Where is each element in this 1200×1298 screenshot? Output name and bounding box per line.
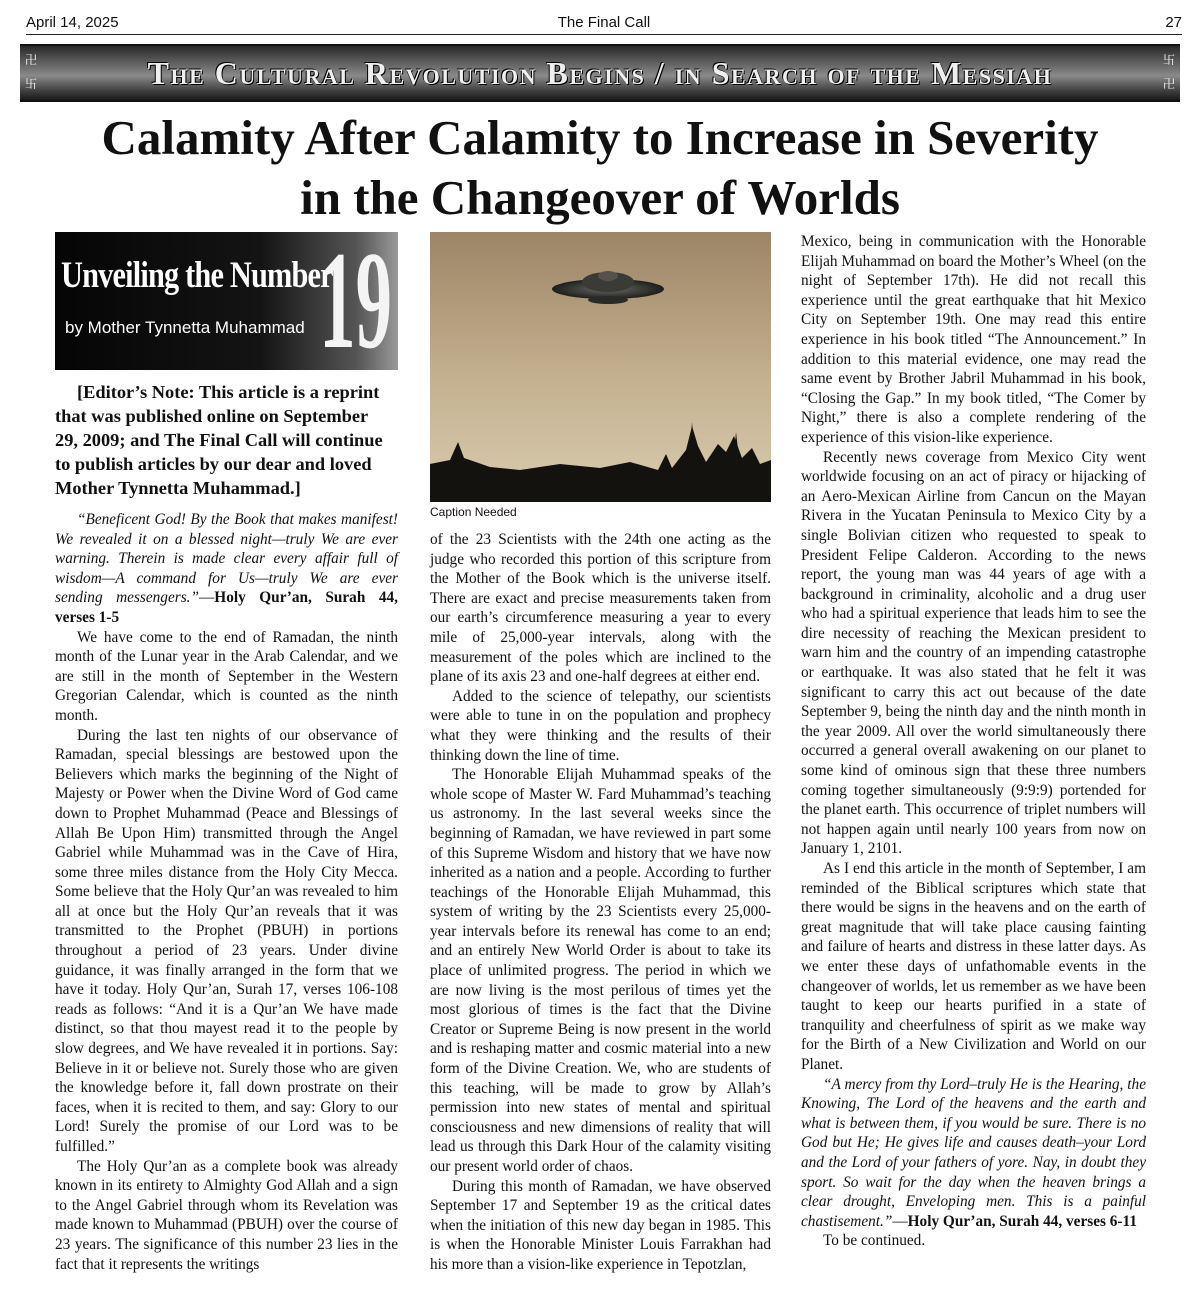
article-column-3 [801, 232, 1146, 1251]
paragraph: of the 23 Scientists with the 24th one acting as the judge who recorded this portion of this scripture from the Mother of the Book which is the universe itself. There are exact and precise measurements taken from our earth’s circumference measuring a year to every mile of 25,000-year intervals, along with the measurement of the poles which are inclined to the plane of its axis 23 and one-half degrees at either end. [430, 531, 771, 686]
article-column-1 [55, 510, 398, 1274]
photo-caption: Caption Needed [430, 505, 517, 519]
headline [30, 108, 1170, 228]
logo-byline: by Mother Tynnetta Muhammad [65, 318, 305, 337]
ufo-photo-image [430, 232, 771, 502]
paragraph: During the last ten nights of our observance of Ramadan, special blessings are bestowed upon the Believers which marks the beginning of the Night of Majesty or Power when the Divine Word of God came down to Prophet Muhammad (Peace and Blessings of Allah Be Upon Him) transmitted through the Angel Gabriel while Muhammad was in the Cave of Hira, some three miles distance from the Holy City Mecca. Some believe that the Holy Qur’an was revealed to him all at once but the Holy Qur’an reveals that it was transmitted to the Prophet (PBUH) in portions throughout a period of 23 years. Under divine guidance, it was finally arranged in the form that we have it today. Holy Qur’an, Surah 17, verses 106-108 reads as follows: “And it is a Qur’an We have made distinct, so that thou mayest read it to the people by slow degrees, and We have revealed it in portions. Say: Believe in it or believe not. Surely those who are given the knowledge before it, fall down prostrate on their faces, when it is recited to them, and say: Glory to our Lord! Surely the promise of our Lord was to be fulfilled.” [55, 726, 398, 1155]
closing-quote: “A mercy from thy Lord–truly He is the Hearing, the Knowing, The Lord of the heavens and the earth and what is between them, if you would be sure. There is no God but He; He gives life and causes death–your Lord and the Lord of your fathers of yore. Nay, in doubt they sport. So wait for the day when the heaven brings a clear drought, Enveloping men. This is a painful chastisement.”—Holy Qur’an, Surah 44, verses 6-11 [801, 1075, 1146, 1230]
section-banner-text: The Cultural Revolution Begins / in Search of the Messiah [147, 55, 1053, 91]
headline-line-1: Calamity After Calamity to Increase in Severity [101, 110, 1099, 165]
editors-note-line: to publish articles by our dear and loved [55, 454, 372, 474]
ornament-right-icon: 卐 卍 [1162, 53, 1175, 91]
paragraph: Added to the science of telepathy, our scientists were able to tune in on the population and prophecy what they were thinking and the results of their thinking down the line of time. [430, 687, 771, 764]
quote-source: Holy Qur’an, Surah 44, verses 6-11 [907, 1212, 1137, 1230]
headline-line-2: in the Changeover of Worlds [300, 170, 900, 225]
to-be-continued: To be continued. [823, 1232, 926, 1250]
issue-date: April 14, 2025 [26, 14, 119, 31]
paragraph: The Holy Qur’an as a complete book was already known in its entirety to Almighty God Allah and a sign to the Angel Gabriel through whom its Revelation was made known to Muhammad (PBUH) over the course of 23 years. The significance of this number 23 lies in the fact that it represents the writings [55, 1157, 398, 1273]
editors-note-line: [Editor’s Note: This article is a reprint [77, 382, 380, 402]
editors-note [55, 380, 398, 500]
publication-name: The Final Call [557, 14, 651, 31]
paragraph: As I end this article in the month of September, I am reminded of the Biblical scriptures which state that there would be signs in the heavens and on the earth of great magnitude that will take place causing fainting and failure of hearts and distress in these latter days. As we enter these days of unfathomable events in the changeover of worlds, let us remember as we have been taught to keep our hearts purified in a state of tranquility and cheerfulness of spirit as we make way for the Birth of a New Civilization and World on our Planet. [801, 860, 1146, 1073]
paragraph: During this month of Ramadan, we have observed September 17 and September 19 as the critical dates when the initiation of this new day began in 1985. This is when the Honorable Minister Louis Farrakhan had his more than a vision-like experience in Tepotzlan, [430, 1177, 771, 1273]
ufo-photo [430, 232, 771, 502]
logo-series-title: Unveiling the Number [61, 255, 333, 296]
column-logo [55, 232, 398, 370]
article-column-2 [430, 530, 771, 1275]
quote-source: Holy Qur’an, Surah 44, verses 1-5 [55, 589, 398, 626]
paragraph: Mexico, being in communication with the Honorable Elijah Muhammad on board the Mother’s Wheel (on the night of September 17th). He did not recall this experience until the great earthquake that hit Mexico City on September 19th. One may read this entire experience in his book titled “The Announcement.” In addition to this material evidence, one may read the same event by Brother Jabril Muhammad in his book, “Closing the Gap.” In my book titled, “The Comer by Night,” there is also a complete rendering of the experience of this vision-like experience. [801, 233, 1146, 446]
section-banner [20, 44, 1180, 102]
paragraph: Recently news coverage from Mexico City went worldwide focusing on an act of piracy or hijacking of an Aero-Mexican Airline from Cancun on the Mayan Rivera in the Yucatan Peninsula to Mexico City by a single Bolivian citizen who requested to speak to President Felipe Calderon. According to the news report, the young man was 44 years of age with a background in criminality, alcoholic and a drug user who had a spiritual experience that leads him to see the dire necessity of reaching the Mexican president to warn him and the country of an impending catastrophe or earthquake. It was also stated that he felt it was significant to carry this act out because of the date September 9, being the ninth day and the ninth month in the year 2009. All over the world simultaneously there occurred a general overall awakening on our planet to some kind of ominous sign that these three numbers coming together simultaneously (9:9:9) portended for the planet earth. This occurrence of triplet numbers will not happen again until nearly 100 years from now on January 1, 2101. [801, 448, 1146, 858]
paragraph: We have come to the end of Ramadan, the ninth month of the Lunar year in the Arab Calendar, and we are still in the month of September in the Western Gregorian Calendar, which is counted as the ninth month. [55, 628, 398, 724]
paragraph: The Honorable Elijah Muhammad speaks of the whole scope of Master W. Fard Muhammad’s teaching us astronomy. In the last several weeks since the beginning of Ramadan, we have reviewed in part some of this Supreme Wisdom and history that we have now inherited as a nation and a people. According to further teachings of the Honorable Elijah Muhammad, this system of writing by the 23 Scientists every 25,000-year intervals before its renewal has come to an end; and an entirely New World Order is about to take its place of unlimited progress. The period in which we are now living is the most perilous of times yet the most glorious of times is the fact that the Divine Creator or Supreme Being is now present in the world and is reshaping matter and cosmic material into a new form of the Divine Creation. We, who are students of this teaching, will be made to grow by Allah’s permission into new states of mental and spiritual consciousness and new dimensions of reality that will lead us through this Dark Hour of the calamity visiting our present world order of chaos. [430, 766, 771, 1175]
page-header [26, 14, 1182, 35]
page-number: 27 [1165, 14, 1182, 31]
logo-number: 19 [319, 232, 392, 370]
editors-note-line: Mother Tynnetta Muhammad.] [55, 478, 301, 498]
editors-note-line: that was published online on September [55, 406, 369, 426]
opening-quote: “Beneficent God! By the Book that makes manifest! We revealed it on a blessed night—truly We are ever warning. Therein is made clear every affair full of wisdom—A command for Us—truly We are ever sending messengers.”—Holy Qur’an, Surah 44, verses 1-5 [55, 511, 398, 626]
ornament-left-icon: 卍 卐 [24, 53, 37, 91]
editors-note-line: 29, 2009; and The Final Call will continue [55, 430, 383, 450]
